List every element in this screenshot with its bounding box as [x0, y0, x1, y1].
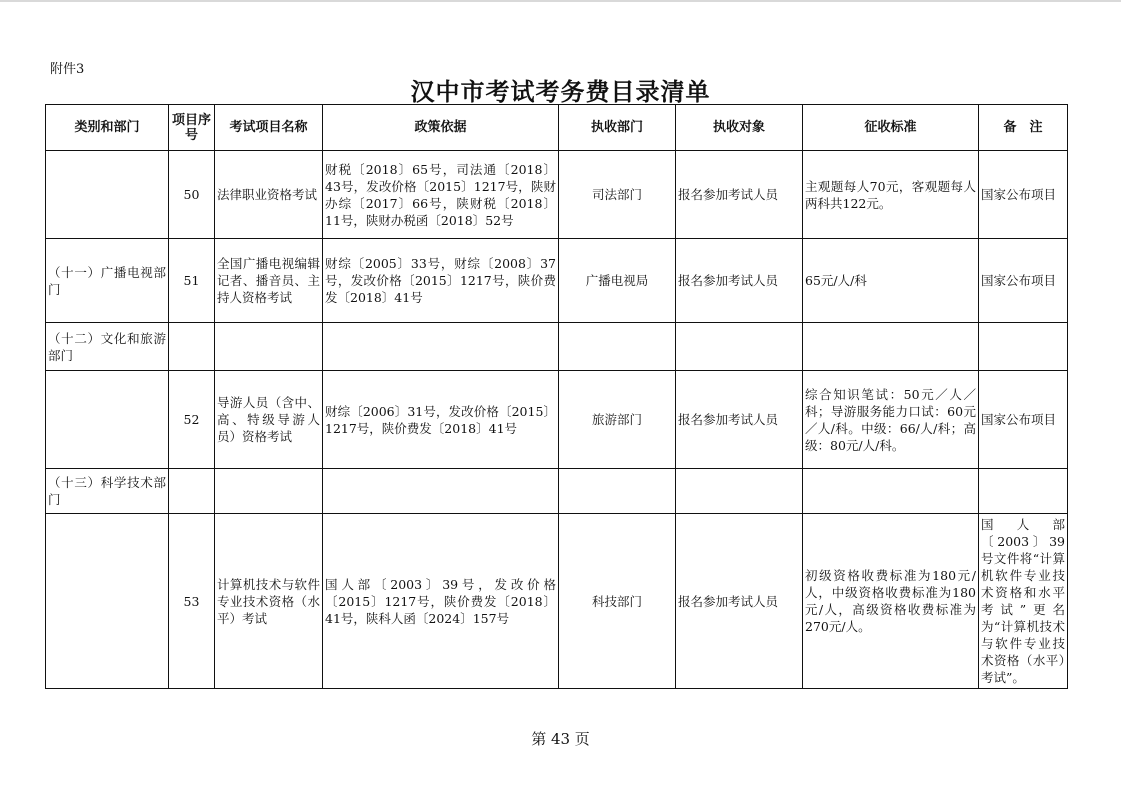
- table-row: [46, 323, 1068, 371]
- cell-dept: 科技部门: [559, 514, 676, 689]
- cell-project: 全国广播电视编辑记者、播音员、主持人资格考试: [215, 239, 323, 323]
- cell-dept: 司法部门: [559, 151, 676, 239]
- cell-policy: 财税〔2018〕65号，司法通〔2018〕43号，发改价格〔2015〕1217号，陕财办综〔2017〕66号，陕财税〔2018〕11号，陕财办税函〔2018〕52号: [323, 151, 559, 239]
- cell-target: 报名参加考试人员: [676, 371, 803, 469]
- cell-seq: 50: [169, 151, 215, 239]
- cell-seq: [169, 323, 215, 371]
- cell-project: 导游人员（含中、高、特级导游人员）资格考试: [215, 371, 323, 469]
- document-title: 汉中市考试考务费目录清单: [410, 77, 711, 106]
- header-remark: 备 注: [979, 105, 1068, 151]
- cell-remark: 国家公布项目: [979, 151, 1068, 239]
- cell-policy: 财综〔2006〕31号，发改价格〔2015〕1217号，陕价费发〔2018〕41号: [323, 371, 559, 469]
- page-top-edge: [0, 0, 1121, 2]
- cell-target: [676, 323, 803, 371]
- table-row: [46, 151, 1068, 239]
- cell-seq: 53: [169, 514, 215, 689]
- cell-category: [46, 151, 169, 239]
- cell-target: 报名参加考试人员: [676, 239, 803, 323]
- cell-policy: [323, 469, 559, 514]
- header-policy: 政策依据: [323, 105, 559, 151]
- cell-standard: [803, 323, 979, 371]
- cell-dept: [559, 469, 676, 514]
- header-dept: 执收部门: [559, 105, 676, 151]
- cell-dept: [559, 323, 676, 371]
- table-row: [46, 514, 1068, 689]
- header-category: 类别和部门: [46, 105, 169, 151]
- cell-policy: [323, 323, 559, 371]
- header-row: [46, 105, 1068, 151]
- cell-target: 报名参加考试人员: [676, 151, 803, 239]
- attachment-label: 附件3: [50, 62, 85, 77]
- cell-category: （十二）文化和旅游部门: [46, 323, 169, 371]
- cell-dept: 广播电视局: [559, 239, 676, 323]
- cell-standard: 初级资格收费标准为180元/人，中级资格收费标准为180元/人，高级资格收费标准为270元/人。: [803, 514, 979, 689]
- cell-remark: 国人部〔2003〕39号文件将“计算机软件专业技术资格和水平考试”更名为“计算机技术与软件专业技术资格（水平）考试”。: [979, 514, 1068, 689]
- cell-remark: [979, 323, 1068, 371]
- cell-category: （十三）科学技术部门: [46, 469, 169, 514]
- cell-remark: 国家公布项目: [979, 239, 1068, 323]
- cell-policy: 国人部〔2003〕39号，发改价格〔2015〕1217号，陕价费发〔2018〕41号，陕科人函〔2024〕157号: [323, 514, 559, 689]
- cell-target: [676, 469, 803, 514]
- header-project: 考试项目名称: [215, 105, 323, 151]
- cell-standard: 65元/人/科: [803, 239, 979, 323]
- header-standard: 征收标准: [803, 105, 979, 151]
- fee-catalog-table: [45, 104, 1068, 689]
- cell-seq: 52: [169, 371, 215, 469]
- table-row: [46, 239, 1068, 323]
- cell-seq: [169, 469, 215, 514]
- table-row: [46, 371, 1068, 469]
- cell-category: （十一）广播电视部门: [46, 239, 169, 323]
- cell-dept: 旅游部门: [559, 371, 676, 469]
- table-row: [46, 469, 1068, 514]
- cell-project: 法律职业资格考试: [215, 151, 323, 239]
- cell-seq: 51: [169, 239, 215, 323]
- cell-remark: 国家公布项目: [979, 371, 1068, 469]
- cell-project: 计算机技术与软件专业技术资格（水平）考试: [215, 514, 323, 689]
- cell-project: [215, 469, 323, 514]
- page-number: 第 43 页: [531, 730, 590, 748]
- header-seq: 项目序号: [169, 105, 215, 151]
- header-target: 执收对象: [676, 105, 803, 151]
- cell-standard: [803, 469, 979, 514]
- cell-category: [46, 514, 169, 689]
- cell-standard: 主观题每人70元，客观题每人两科共122元。: [803, 151, 979, 239]
- cell-project: [215, 323, 323, 371]
- cell-target: 报名参加考试人员: [676, 514, 803, 689]
- cell-category: [46, 371, 169, 469]
- cell-standard: 综合知识笔试：50元／人／科；导游服务能力口试：60元／人/科。中级：66/人/科；高级：80元/人/科。: [803, 371, 979, 469]
- cell-remark: [979, 469, 1068, 514]
- cell-policy: 财综〔2005〕33号，财综〔2008〕37号，发改价格〔2015〕1217号，陕价费发〔2018〕41号: [323, 239, 559, 323]
